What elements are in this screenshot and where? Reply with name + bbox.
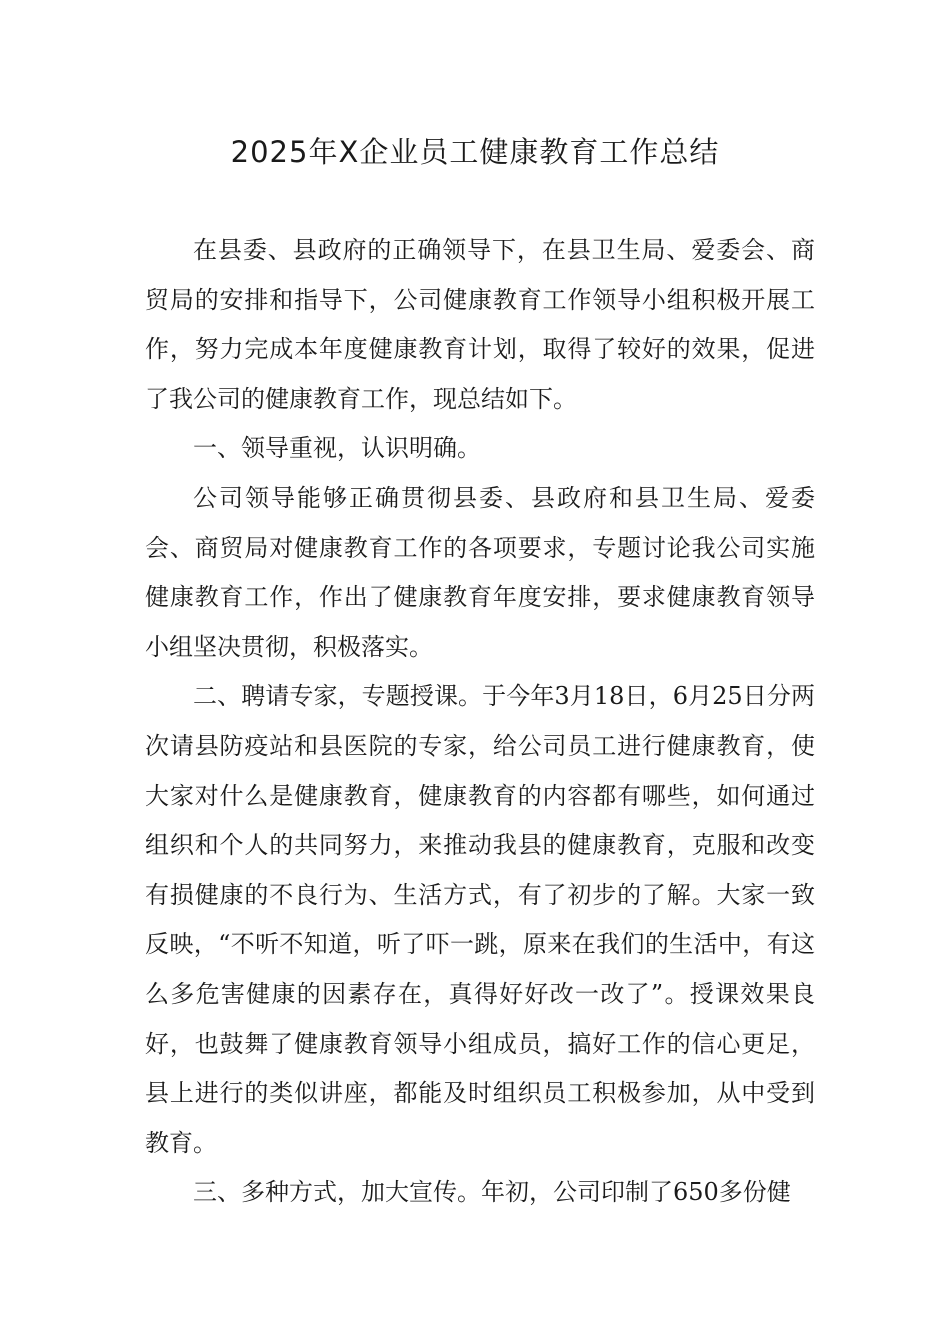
section-1-heading: 一、领导重视，认识明确。 — [193, 434, 481, 463]
document-body — [145, 226, 815, 1218]
document-title: 2025年X企业员工健康教育工作总结 — [230, 135, 720, 169]
intro-paragraph: 在县委、县政府的正确领导下，在县卫生局、爱委会、商贸局的安排和指导下，公司健康教育工作领导小组积极开展工作，努力完成本年度健康教育计划，取得了较好的效果，促进了我公司的健康教育工作，现总结如下。 — [145, 236, 815, 413]
section-2-paragraph: 二、聘请专家，专题授课。于今年3月18日，6月25日分两次请县防疫站和县医院的专家，给公司员工进行健康教育，使大家对什么是健康教育，健康教育的内容都有哪些，如何通过组织和个人的共同努力，来推动我县的健康教育，克服和改变有损健康的不良行为、生活方式，有了初步的了解。大家一致反映，“不听不知道，听了吓一跳，原来在我们的生活中，有这么多危害健康的因素存在，真得好好改一改了”。授课效果良好，也鼓舞了健康教育领导小组成员，搞好工作的信心更足，县上进行的类似讲座，都能及时组织员工积极参加，从中受到教育。 — [145, 682, 815, 1157]
section-3-paragraph: 三、多种方式，加大宣传。年初，公司印制了650多份健 — [193, 1178, 791, 1207]
section-1-paragraph: 公司领导能够正确贯彻县委、县政府和县卫生局、爱委会、商贸局对健康教育工作的各项要求，专题讨论我公司实施健康教育工作，作出了健康教育年度安排，要求健康教育领导小组坚决贯彻，积极落实。 — [145, 483, 815, 661]
